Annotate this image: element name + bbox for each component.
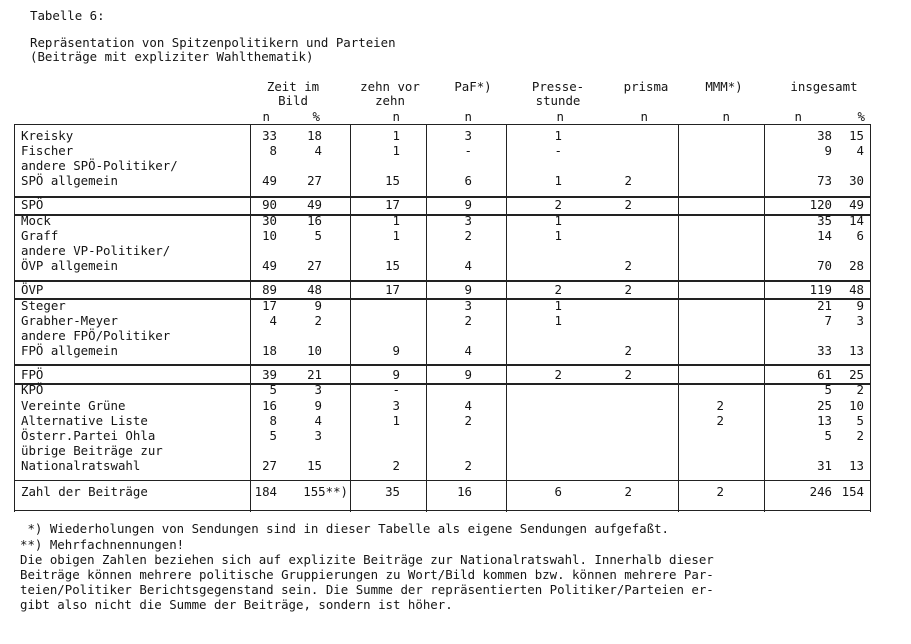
col-rule-5	[678, 124, 679, 512]
footnote-text-4: gibt also nicht die Summe der Beiträge, sondern ist höher.	[20, 597, 453, 612]
table-cell: 25	[817, 398, 832, 413]
row-label	[21, 228, 58, 243]
row-label-line: FPÖ allgemein	[21, 343, 118, 358]
table-cell: 13	[817, 413, 832, 428]
table-cell: 49	[262, 258, 277, 273]
unit-prisma-n: n	[640, 109, 648, 124]
table-cell: 2	[464, 313, 472, 328]
table-cell: 2	[716, 413, 724, 428]
unit-ins-pct: %	[857, 109, 865, 124]
table-cell: 4	[314, 413, 322, 428]
table-cell: 184	[254, 484, 277, 499]
table-cell: 16	[457, 484, 472, 499]
footnote-text-2: Beiträge können mehrere politische Gruppierungen zu Wort/Bild kommen bzw. können mehrere Par-	[20, 567, 714, 582]
table-cell: 3	[314, 428, 322, 443]
table-cell: 89	[262, 282, 277, 297]
row-label-line: Österr.Partei Ohla	[21, 428, 156, 443]
header-insgesamt: insgesamt	[790, 79, 858, 94]
table-cell: 4	[464, 398, 472, 413]
table-cell: 2	[856, 428, 864, 443]
table-cell: 5	[314, 228, 322, 243]
table-cell: 15	[385, 173, 400, 188]
table-cell: 15	[849, 128, 864, 143]
row-label-line: Zahl der Beiträge	[21, 484, 148, 499]
table-cell: 8	[269, 413, 277, 428]
table-cell: 2	[624, 484, 632, 499]
row-label	[21, 298, 66, 313]
table-cell: 2	[624, 173, 632, 188]
table-cell: 2	[624, 282, 632, 297]
table-cell: 2	[716, 398, 724, 413]
table-cell: 3	[464, 213, 472, 228]
unit-zib-pct: %	[312, 109, 320, 124]
table-title: Repräsentation von Spitzenpolitikern und Parteien	[30, 35, 396, 50]
table-cell: 1	[554, 228, 562, 243]
table-cell: 119	[809, 282, 832, 297]
header-prisma: prisma	[623, 79, 669, 94]
table-cell: 33	[262, 128, 277, 143]
table-cell: 2	[856, 382, 864, 397]
table-cell: 17	[262, 298, 277, 313]
table-cell: 27	[307, 258, 322, 273]
table-cell: 9	[392, 343, 400, 358]
table-cell: 15	[385, 258, 400, 273]
table-cell: 2	[464, 228, 472, 243]
table-cell: 4	[856, 143, 864, 158]
rule-fpo-end	[14, 383, 871, 385]
row-label-line: ÖVP allgemein	[21, 258, 118, 273]
table-cell: 9	[464, 367, 472, 382]
footnote-text-1: Die obigen Zahlen beziehen sich auf explizite Beiträge zur Nationalratswahl. Innerhalb dieser	[20, 552, 714, 567]
table-cell: 3	[464, 128, 472, 143]
table-cell: 9	[314, 398, 322, 413]
row-label	[21, 313, 118, 328]
table-cell: 49	[849, 197, 864, 212]
row-label-line: andere FPÖ/Politiker	[21, 328, 171, 343]
table-cell: 2	[554, 197, 562, 212]
table-cell: 2	[624, 343, 632, 358]
row-label-line: SPÖ	[21, 197, 44, 212]
table-cell: 13	[849, 343, 864, 358]
table-cell: 4	[464, 343, 472, 358]
table-cell: 13	[849, 458, 864, 473]
row-label-line: andere VP-Politiker/	[21, 243, 171, 258]
table-cell: 27	[262, 458, 277, 473]
table-cell: -	[464, 143, 472, 158]
table-cell: 48	[307, 282, 322, 297]
row-label-line: Vereinte Grüne	[21, 398, 126, 413]
table-cell: 7	[824, 313, 832, 328]
row-label-line: ÖVP	[21, 282, 44, 297]
table-cell: 1	[554, 313, 562, 328]
table-cell: 90	[262, 197, 277, 212]
table-cell: 4	[314, 143, 322, 158]
table-cell: 10	[262, 228, 277, 243]
row-label-line: Nationalratswahl	[21, 458, 141, 473]
table-cell: 3	[464, 298, 472, 313]
table-cell: 48	[849, 282, 864, 297]
table-cell: 10	[307, 343, 322, 358]
row-label-line: Graff	[21, 228, 59, 243]
table-cell: 2	[624, 258, 632, 273]
row-label-line: Steger	[21, 298, 66, 313]
header-zvz-2: zehn	[375, 93, 405, 108]
row-label-line: Grabher-Meyer	[21, 313, 118, 328]
header-paf: PaF*)	[454, 79, 492, 94]
table-cell: 2	[392, 458, 400, 473]
row-label-line: KPÖ	[21, 382, 44, 397]
table-cell: 9	[392, 367, 400, 382]
table-cell: 27	[307, 173, 322, 188]
table-cell: 30	[849, 173, 864, 188]
table-cell: 155**)	[303, 484, 348, 499]
table-cell: 1	[392, 228, 400, 243]
row-label	[21, 128, 73, 143]
table-cell: 31	[817, 458, 832, 473]
table-cell: 61	[817, 367, 832, 382]
table-cell: 8	[269, 143, 277, 158]
header-mmm: MMM*)	[705, 79, 743, 94]
table-cell: 39	[262, 367, 277, 382]
row-label	[21, 143, 73, 158]
row-label-line: SPÖ allgemein	[21, 173, 118, 188]
table-cell: 9	[856, 298, 864, 313]
table-cell: 246	[809, 484, 832, 499]
unit-mmm-n: n	[722, 109, 730, 124]
row-label	[21, 197, 43, 212]
header-zvz-1: zehn vor	[360, 79, 420, 94]
row-label	[21, 367, 43, 382]
unit-ps-n: n	[556, 109, 564, 124]
table-cell: 6	[856, 228, 864, 243]
table-cell: 2	[554, 282, 562, 297]
table-cell: 17	[385, 197, 400, 212]
table-cell: 18	[262, 343, 277, 358]
footnote-1: *) Wiederholungen von Sendungen sind in dieser Tabelle als eigene Sendungen aufgefaßt.	[20, 521, 670, 536]
row-label	[21, 243, 170, 273]
row-label	[21, 328, 170, 358]
row-label-line: FPÖ	[21, 367, 44, 382]
header-ps-2: stunde	[535, 93, 581, 108]
table-cell: 17	[385, 282, 400, 297]
table-cell: 25	[849, 367, 864, 382]
header-zib-2: Bild	[278, 93, 308, 108]
row-label-line: übrige Beiträge zur	[21, 443, 163, 458]
table-cell: 10	[849, 398, 864, 413]
table-cell: 15	[307, 458, 322, 473]
table-cell: 21	[817, 298, 832, 313]
table-cell: 1	[392, 143, 400, 158]
table-cell: 5	[269, 382, 277, 397]
table-cell: 3	[314, 382, 322, 397]
table-cell: 2	[314, 313, 322, 328]
rule-fpo	[14, 364, 871, 366]
table-cell: 6	[464, 173, 472, 188]
table-cell: 16	[262, 398, 277, 413]
unit-zvz-n: n	[392, 109, 400, 124]
unit-zib-n: n	[262, 109, 270, 124]
table-cell: 6	[554, 484, 562, 499]
table-cell: 2	[554, 367, 562, 382]
unit-ins-n: n	[794, 109, 802, 124]
table-cell: 154	[841, 484, 864, 499]
table-number: Tabelle 6:	[30, 8, 105, 23]
table-cell: 5	[856, 413, 864, 428]
table-cell: 4	[269, 313, 277, 328]
table-cell: -	[392, 382, 400, 397]
table-cell: 120	[809, 197, 832, 212]
table-cell: 1	[554, 173, 562, 188]
table-cell: 2	[716, 484, 724, 499]
row-label	[21, 413, 148, 428]
table-cell: 28	[849, 258, 864, 273]
unit-paf-n: n	[464, 109, 472, 124]
table-cell: 35	[817, 213, 832, 228]
row-label	[21, 382, 43, 397]
table-cell: 49	[307, 197, 322, 212]
table-cell: 73	[817, 173, 832, 188]
table-cell: 1	[554, 128, 562, 143]
table-cell: 1	[554, 298, 562, 313]
table-cell: 9	[824, 143, 832, 158]
table-cell: 5	[269, 428, 277, 443]
table-cell: 33	[817, 343, 832, 358]
table-cell: 9	[464, 197, 472, 212]
table-cell: 3	[856, 313, 864, 328]
rule-bottom	[14, 510, 871, 511]
header-ps-1: Presse-	[531, 79, 585, 94]
table-cell: 9	[314, 298, 322, 313]
table-cell: 14	[817, 228, 832, 243]
row-label	[21, 158, 178, 188]
table-cell: 1	[392, 213, 400, 228]
row-label-line: andere SPÖ-Politiker/	[21, 158, 178, 173]
table-cell: 30	[262, 213, 277, 228]
table-cell: 5	[824, 382, 832, 397]
header-zib-1: Zeit im	[266, 79, 320, 94]
row-label	[21, 428, 155, 443]
row-label	[21, 213, 51, 228]
row-label-line: Fischer	[21, 143, 74, 158]
table-cell: 3	[392, 398, 400, 413]
table-cell: 2	[624, 197, 632, 212]
table-cell: 2	[624, 367, 632, 382]
table-cell: 2	[464, 458, 472, 473]
footnote-text-3: teien/Politiker Berichtsgegenstand sein. Die Summe der repräsentierten Politiker/Parteien er-	[20, 582, 714, 597]
table-cell: 70	[817, 258, 832, 273]
rule-total	[14, 480, 871, 481]
data-table	[14, 124, 871, 512]
row-label-line: Mock	[21, 213, 51, 228]
table-cell: 5	[824, 428, 832, 443]
table-cell: 9	[464, 282, 472, 297]
table-cell: 21	[307, 367, 322, 382]
table-subtitle: (Beiträge mit expliziter Wahlthematik)	[30, 49, 314, 64]
col-rule-0	[14, 124, 15, 512]
table-cell: 38	[817, 128, 832, 143]
rule-top	[14, 124, 871, 125]
table-cell: 18	[307, 128, 322, 143]
table-cell: 2	[464, 413, 472, 428]
row-label	[21, 443, 163, 473]
table-cell: 1	[392, 128, 400, 143]
col-rule-7	[870, 124, 871, 512]
table-cell: 49	[262, 173, 277, 188]
table-cell: 35	[385, 484, 400, 499]
footnote-2: **) Mehrfachnennungen!	[20, 537, 185, 552]
row-label	[21, 398, 125, 413]
row-label	[21, 282, 43, 297]
table-cell: 1	[554, 213, 562, 228]
table-cell: 16	[307, 213, 322, 228]
table-cell: -	[554, 143, 562, 158]
row-label	[21, 484, 148, 499]
row-label-line: Kreisky	[21, 128, 74, 143]
table-cell: 14	[849, 213, 864, 228]
table-cell: 1	[392, 413, 400, 428]
table-cell: 4	[464, 258, 472, 273]
row-label-line: Alternative Liste	[21, 413, 148, 428]
